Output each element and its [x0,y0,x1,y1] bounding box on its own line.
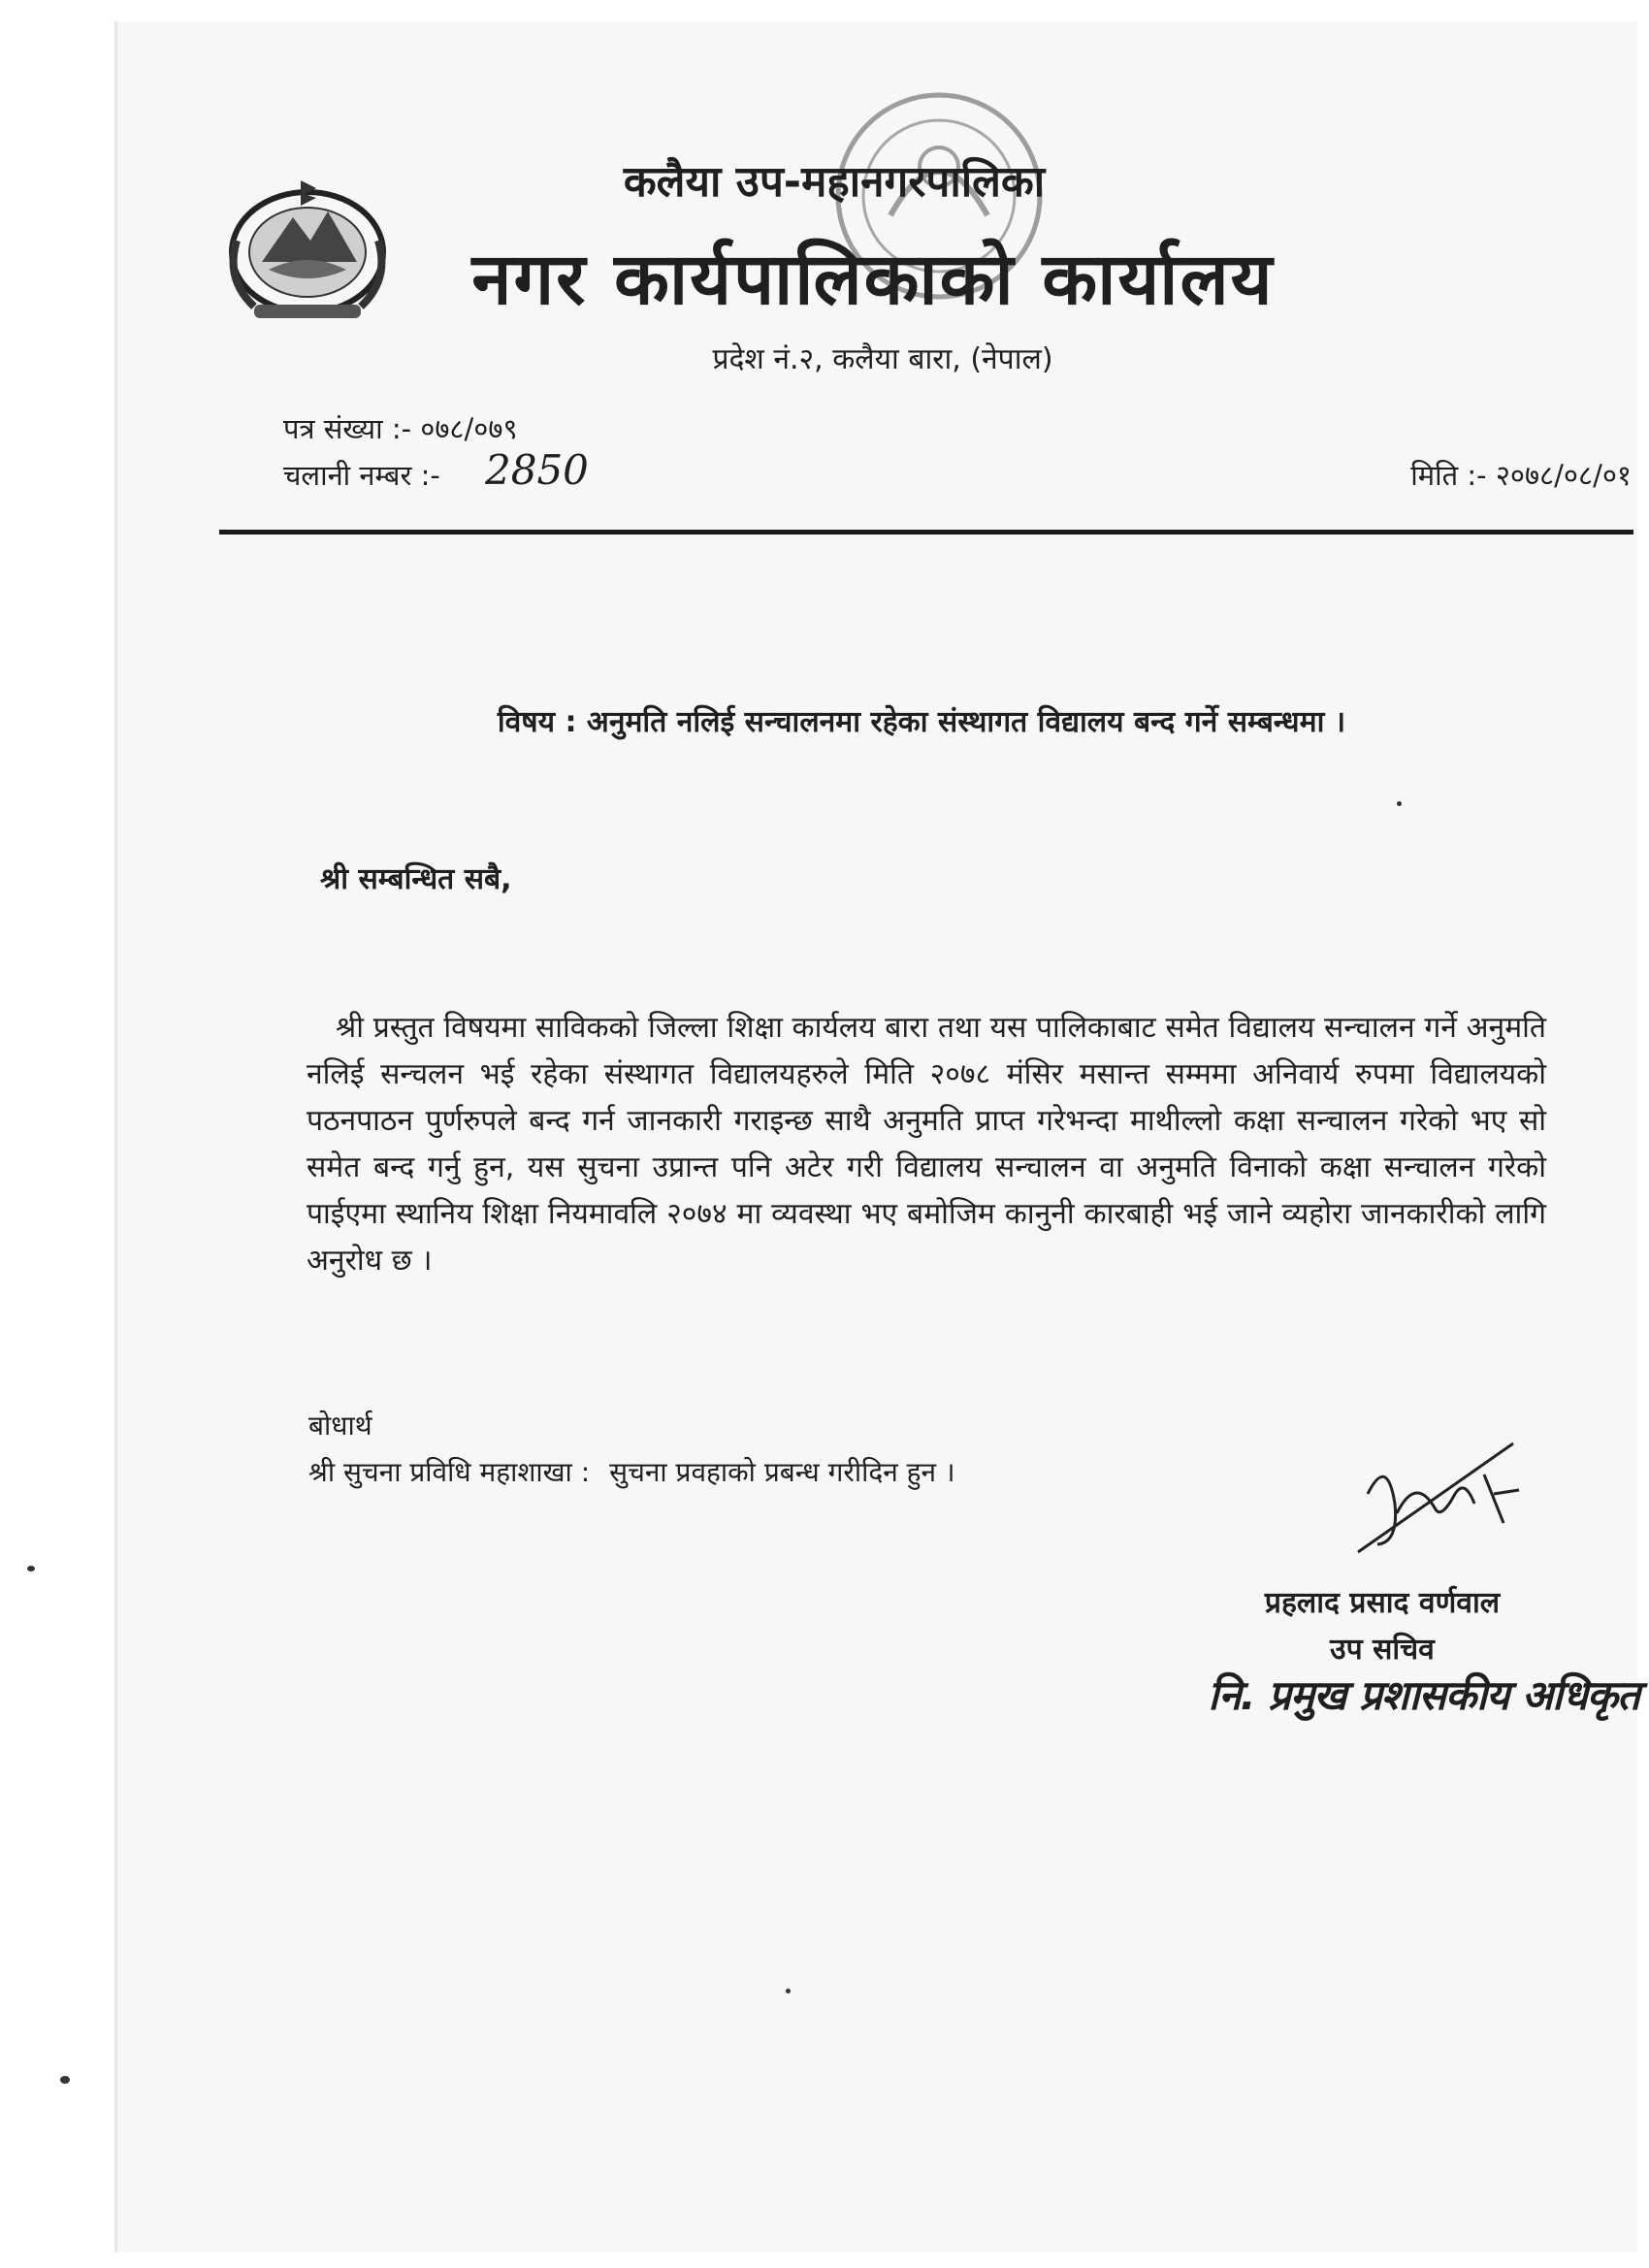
office-address: प्रदेश नं.२, कलैया बारा, (नेपाल) [712,342,1053,376]
cc-recipient: श्री सुचना प्रविधि महाशाखा : [308,1456,591,1488]
letter-date: मिति :- २०७८/०८/०१ [1410,459,1632,492]
scan-speck [1397,801,1402,806]
dispatch-number-handwritten: 2850 [485,446,589,494]
letter-number: पत्र संख्या :- ०७८/०७९ [283,412,518,445]
letter-body: श्री प्रस्तुत विषयमा साविकको जिल्ला शिक्षा कार्यलय बारा तथा यस पालिकाबाट समेत विद्यालय सन्चालन गर्ने अनुमति नलिई सन्चलन भई रहेका संस्थागत विद्यालयहरुले मिति २०७८ मंसिर मसान्त सम्ममा अनिवार्य रुपमा विद्यालयको पठनपाठन पुर्णरुपले बन्द गर्न जानकारी गराइन्छ साथै अनुमति प्राप्त गरेभन्दा माथील्लो कक्षा सन्चालन गरेको भए सो समेत बन्द गर्नु हुन, यस सुचना उप्रान्त पनि अटेर गरी विद्यालय सन्चालन वा अनुमति विनाको कक्षा सन्चालन गरेको पाईएमा स्थानिय शिक्षा नियमावलि २०७४ मा व्यवस्था भए बमोजिम कानुनी कारबाही भई जाने व्यहोरा जानकारीको लागि अनुरोध छ । [307,1011,1546,1278]
scan-speck [786,1989,791,1993]
scan-speck [27,1566,35,1571]
dispatch-number-label: चलानी नम्बर :- [283,459,440,492]
signatory-name: प्रहलाद प्रसाद वर्णवाल [1264,1586,1501,1620]
salutation: श्री सम्बन्धित सबै, [320,862,512,896]
header-divider [219,530,1633,535]
municipality-name: कलैया उप-महानगरपालिका [623,157,1046,207]
signatory-stamp-title: नि. प्रमुख प्रशासकीय अधिकृत [1208,1671,1639,1719]
office-name: नगर कार्यपालिकाको कार्यालय [471,238,1275,321]
handwritten-signature-icon [1348,1436,1533,1562]
scan-speck [60,2076,70,2084]
cc-title: बोधार्थ [308,1409,372,1442]
signatory-designation: उप सचिव [1330,1633,1435,1667]
letter-subject: विषय : अनुमति नलिई सन्चालनमा रहेका संस्थागत विद्यालय बन्द गर्ने सम्बन्धमा । [497,705,1346,739]
cc-line [308,1453,955,1490]
cc-instruction: सुचना प्रवहाको प्रबन्ध गरीदिन हुन । [609,1456,955,1488]
